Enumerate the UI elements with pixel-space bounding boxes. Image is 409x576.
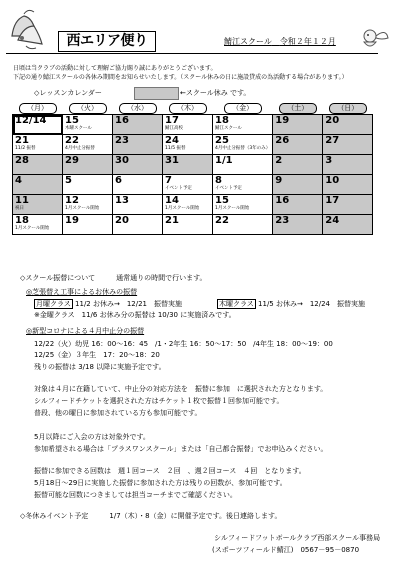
count-line-3: 振替可能な回数につきましては担当コーチまでご確認ください。 xyxy=(34,491,237,499)
school-furikae-section xyxy=(20,273,207,283)
calendar-day-cell xyxy=(323,195,373,215)
calendar-day-cell xyxy=(163,155,213,175)
corona-line-2: 12/25（金）３年生 17：20～18：20 xyxy=(34,351,160,359)
winter-event-text: 1/7（木）・8（金）に開催予定です。後日連絡します。 xyxy=(109,512,282,520)
weekday-header xyxy=(163,103,213,115)
calendar-day-number: 16 xyxy=(275,195,290,206)
page-title: 西エリア便り xyxy=(58,31,156,52)
calendar-day-cell xyxy=(13,155,63,175)
calendar-day-note: 4月中止分振替 xyxy=(65,146,95,151)
calendar-day-number: 21 xyxy=(15,135,29,146)
calendar-day-note: 1月スクール開始 xyxy=(15,226,50,231)
calendar-day-number: 5 xyxy=(65,175,72,186)
corona-line-1: 12/22（火）幼児 16：00～16：45 /1・2年生 16：50～17：50 /4年生 18：00～19：00 xyxy=(34,340,333,348)
calendar-day-note: 鯖江高校 xyxy=(165,126,183,131)
calendar-day-number: 2 xyxy=(275,155,283,166)
target-line-3: 普段、他の曜日に参加されている方も参加可能です。 xyxy=(34,409,202,417)
weekday-header xyxy=(273,103,323,115)
target-line-1: 対象は４月に在籍していて、中止分の対応方法を 振替に参加 に選択された方となります。 xyxy=(34,385,328,393)
calendar-week-row xyxy=(13,175,373,195)
calendar-day-cell xyxy=(213,115,273,135)
calendar-day-cell xyxy=(213,155,273,175)
calendar-day-number: 31 xyxy=(165,155,179,166)
calendar-week-row xyxy=(13,115,373,135)
calendar-day-note: イベント予定 xyxy=(165,186,192,191)
calendar-week-row xyxy=(13,155,373,175)
calendar-day-cell xyxy=(163,215,213,235)
calendar-day-cell xyxy=(323,135,373,155)
calendar-day-note: 1月スクール開始 xyxy=(215,206,250,211)
holiday-legend-swatch xyxy=(134,87,179,100)
may-line-2: 参加希望される場合は「プラスワンスクール」または「自己都合振替」でお申込みください。 xyxy=(34,445,328,453)
calendar-day-number: 7 xyxy=(165,175,172,186)
calendar-day-cell xyxy=(13,135,63,155)
intro-line-1: 日頃は当クラブの活動に対して理解ご協力賜り誠にありがとうございます。 xyxy=(13,65,217,72)
calendar-day-cell xyxy=(13,115,63,135)
calendar-day-note: 11/2 振替 xyxy=(15,146,36,151)
school-name: 鯖江スクール xyxy=(224,37,272,46)
school-date xyxy=(224,36,336,47)
monday-class-text: 11/2 お休み→ 12/21 振替実施 xyxy=(75,300,183,308)
calendar-day-number: 22 xyxy=(65,135,79,146)
thursday-class-text: 11/5 お休み→ 12/24 振替実施 xyxy=(258,300,366,308)
winter-event-heading: ◇冬休みイベント予定 xyxy=(20,512,89,520)
calendar-day-cell xyxy=(63,195,113,215)
calendar-day-cell xyxy=(213,135,273,155)
calendar-day-cell xyxy=(323,155,373,175)
calendar-day-number: 12 xyxy=(65,195,79,206)
lesson-calendar-label: ◇レッスンカレンダー xyxy=(34,89,102,97)
monday-class-label: 月曜クラス xyxy=(36,300,71,308)
weekday-header xyxy=(323,103,373,115)
calendar-day-number: 25 xyxy=(215,135,229,146)
calendar-day-cell xyxy=(63,175,113,195)
calendar-day-cell xyxy=(273,215,323,235)
calendar-day-cell xyxy=(63,155,113,175)
header-rule xyxy=(6,53,378,54)
calendar-day-cell xyxy=(13,195,63,215)
calendar-day-cell xyxy=(13,215,63,235)
calendar-day-cell xyxy=(113,195,163,215)
calendar-day-number: 27 xyxy=(325,135,340,146)
calendar-day-cell xyxy=(163,175,213,195)
calendar-day-cell xyxy=(273,175,323,195)
calendar-day-cell xyxy=(213,195,273,215)
weekday-header xyxy=(63,103,113,115)
calendar-day-number: 19 xyxy=(65,215,79,226)
calendar-day-note: 木曜スクール xyxy=(65,126,92,131)
calendar-day-number: 19 xyxy=(275,115,290,126)
school-furikae-heading: ◇スクール振替について xyxy=(20,274,96,282)
calendar-day-number: 17 xyxy=(325,195,340,206)
corona-heading: ◎新型コロナによる４月中止分の振替 xyxy=(26,327,145,335)
calendar-day-number: 1/1 xyxy=(215,155,233,166)
calendar-day-cell xyxy=(213,215,273,235)
holiday-legend-text: ←スクール休み です。 xyxy=(180,89,251,97)
thursday-class-label: 木曜クラス xyxy=(219,300,254,308)
calendar-day-number: 30 xyxy=(115,155,129,166)
calendar-day-cell xyxy=(273,115,323,135)
calendar-day-cell xyxy=(273,195,323,215)
calendar-day-number: 29 xyxy=(65,155,79,166)
footer-contact: (スポーツフィールド鯖江) 0567－95－0870 xyxy=(212,546,360,554)
calendar-day-cell xyxy=(163,135,213,155)
calendar-day-number: 17 xyxy=(165,115,179,126)
calendar-day-cell xyxy=(113,175,163,195)
calendar-day-cell xyxy=(323,215,373,235)
count-line-2: 5月18日～29日に実施した振替に参加された方は残りの回数が、参加可能です。 xyxy=(34,479,287,487)
calendar-day-number: 18 xyxy=(215,115,229,126)
calendar-day-number: 21 xyxy=(165,215,179,226)
calendar-day-number: 20 xyxy=(325,115,340,126)
intro-line-2: 下記の通り鯖江スクールの各休み期間をお知らせいたします。（スクール休みの日に施設貸成の為活動する場合があります。） xyxy=(13,74,348,81)
weekday-header xyxy=(13,103,63,115)
calendar-day-number: 8 xyxy=(215,175,222,186)
calendar-day-cell xyxy=(323,175,373,195)
calendar-day-number: 22 xyxy=(215,215,229,226)
calendar-day-number: 11 xyxy=(15,195,29,206)
calendar-day-number: 23 xyxy=(115,135,129,146)
weekday-label: （土） xyxy=(279,103,317,114)
calendar-day-number: 3 xyxy=(325,155,333,166)
calendar-day-number: 20 xyxy=(115,215,129,226)
thursday-class-row xyxy=(217,299,365,309)
calendar-week-row xyxy=(13,135,373,155)
shiba-heading: ◎芝張替え工事によるお休みの振替 xyxy=(26,288,138,296)
calendar-day-note: 4月中止分振替（3年のみ） xyxy=(215,146,271,151)
calendar-day-cell xyxy=(113,115,163,135)
calendar-day-note: イベント予定 xyxy=(215,186,242,191)
weekday-label: （日） xyxy=(329,103,367,114)
calendar-day-number: 13 xyxy=(115,195,129,206)
weekday-header xyxy=(213,103,273,115)
weekday-label: （水） xyxy=(119,103,157,114)
calendar-day-cell xyxy=(63,135,113,155)
calendar-day-number: 9 xyxy=(275,175,283,186)
calendar-day-number: 23 xyxy=(275,215,290,226)
weekday-label: （火） xyxy=(69,103,107,114)
winter-event-section xyxy=(20,511,282,521)
calendar-day-cell xyxy=(63,115,113,135)
calendar-day-number: 6 xyxy=(115,175,122,186)
calendar-day-cell xyxy=(13,175,63,195)
may-line-1: 5月以降にご入会の方は対象外です。 xyxy=(34,433,150,441)
calendar-day-number: 28 xyxy=(15,155,29,166)
calendar-day-cell xyxy=(113,135,163,155)
calendar-week-row xyxy=(13,195,373,215)
calendar-day-number: 12/14 xyxy=(15,115,47,126)
calendar-day-cell xyxy=(273,135,323,155)
calendar-day-cell xyxy=(273,155,323,175)
footer-office-name: シルフィードフットボールクラブ西部スクール事務局 xyxy=(214,534,381,542)
calendar-week-row xyxy=(13,215,373,235)
calendar-day-cell xyxy=(323,115,373,135)
weekday-header xyxy=(113,103,163,115)
calendar-day-cell xyxy=(213,175,273,195)
calendar-day-note: 鯖江スクール xyxy=(215,126,242,131)
calendar-day-cell xyxy=(163,115,213,135)
corona-line-3: 残りの振替は 3/18 以降に実施予定です。 xyxy=(34,363,166,371)
lesson-calendar xyxy=(12,103,373,235)
weekday-label: （月） xyxy=(19,103,57,114)
calendar-day-number: 4 xyxy=(15,175,22,186)
calendar-day-number: 26 xyxy=(275,135,290,146)
calendar-day-cell xyxy=(113,155,163,175)
calendar-day-number: 15 xyxy=(65,115,79,126)
weekday-label: （金） xyxy=(224,103,262,114)
calendar-day-note: 1月スクール開始 xyxy=(165,206,200,211)
calendar-day-number: 16 xyxy=(115,115,129,126)
calendar-day-cell xyxy=(63,215,113,235)
calendar-day-number: 18 xyxy=(15,215,29,226)
calendar-day-note: 11/5 振替 xyxy=(165,146,186,151)
monday-class-row xyxy=(34,299,182,309)
issue-date: 令和２年１２月 xyxy=(279,37,336,46)
calendar-day-cell xyxy=(113,215,163,235)
count-line-1: 振替に参加できる回数は 週１回コース ２回 、週２回コース ４回 となります。 xyxy=(34,467,306,475)
calendar-day-number: 14 xyxy=(165,195,179,206)
calendar-day-number: 10 xyxy=(325,175,340,186)
calendar-day-note: 1月スクール開始 xyxy=(65,206,100,211)
calendar-day-number: 15 xyxy=(215,195,229,206)
calendar-day-number: 24 xyxy=(165,135,179,146)
friday-class-note: ※金曜クラス 11/6 お休み分の振替は 10/30 に実施済みです。 xyxy=(34,311,236,319)
calendar-day-number: 24 xyxy=(325,215,340,226)
school-furikae-text: 通常通りの時間で行います。 xyxy=(116,274,207,282)
target-line-2: シルフィードチケットを選択された方はチケット１枚で振替１回参加可能です。 xyxy=(34,397,284,405)
bell-icon xyxy=(4,6,48,56)
weekday-label: （木） xyxy=(169,103,207,114)
calendar-day-note: 祝日 xyxy=(15,206,24,211)
calendar-day-cell xyxy=(163,195,213,215)
